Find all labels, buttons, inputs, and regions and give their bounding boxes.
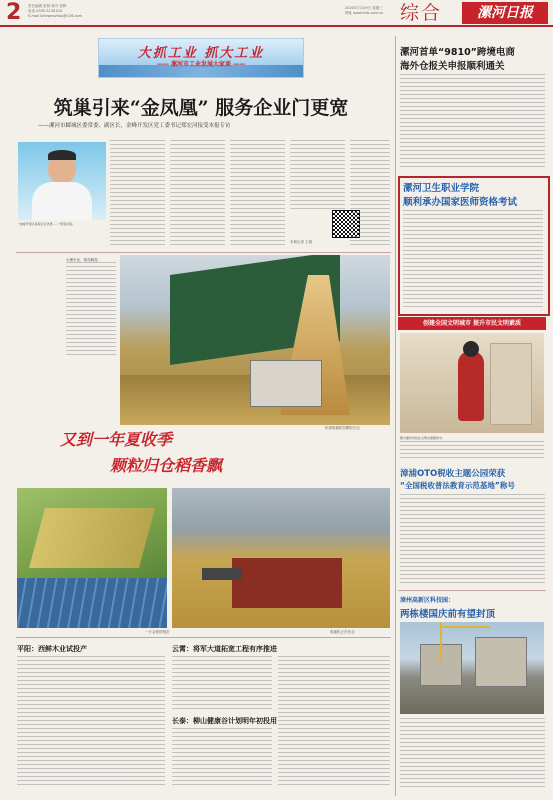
right-headline-4b: “全国税收普法教育示范基地”称号 [400,481,515,490]
bottom-body-4 [278,656,390,788]
bottom-headline-2: 云霄：将军大道拓宽工程有序推进 [172,645,277,653]
harvest-caption-right: 收割机正在作业 [330,630,355,634]
bottom-headline-3: 长泰：柳山健康谷计划明年初投用 [172,717,277,725]
right-headline-4a: 漳浦OTO税收主题公园荣获 [400,469,506,479]
harvest-right-photo [172,488,390,628]
issue-date: 2020年7月29日 星期三 网址 www.lhrb.com.cn [345,6,384,15]
banner-subtitle: —— 漯河市工业发展大家谈 —— [156,61,246,68]
harvest-side-text [66,262,116,357]
interview-photo [18,142,106,220]
lead-body-col5 [350,140,390,248]
harvest-caption-main: 机械收割稻谷颗粒归仓 [325,426,360,430]
civilization-caption-lines [400,441,544,461]
lead-body-col3 [230,140,285,248]
harvest-caption-left: 一片金黄的稻田 [145,630,170,634]
photo-caption: “金峰开发区具有区位优势……”郑宏河说。 [18,222,76,226]
masthead-rule [0,25,553,27]
right-headline-1a: 漯河首单“9810”跨境电商 [400,47,515,58]
bottom-body-1 [17,656,165,788]
civilization-caption: 图为漯河市民在文明志愿服务中。 [400,436,446,440]
right-body-2 [403,210,543,308]
bottom-body-2 [172,656,272,711]
banner-slogan: 大抓工业 抓大工业 [137,46,265,61]
civilization-banner [398,317,546,330]
right-body-1 [400,74,545,169]
lead-byline: 本报记者 王睿 [290,240,313,244]
lead-body-col4 [290,140,345,210]
lead-headline: 筑巢引来“金凤凰” 服务企业门更宽 [53,97,349,119]
industry-banner [98,38,304,78]
bottom-body-3 [172,728,272,788]
harvest-left-photo [17,488,167,628]
civilization-photo [400,333,544,433]
right-kicker-5: 漳州高新区科技园： [400,597,455,604]
right-body-5 [400,718,545,790]
harvest-main-photo [120,255,390,425]
construction-photo [400,622,544,714]
right-headline-2b: 顺利承办国家医师资格考试 [403,197,518,208]
bottom-headline-1: 平阳：西鲜木业试投产 [17,645,87,653]
right-body-4 [400,494,545,586]
right-headline-5: 两栋楼国庆前有望封顶 [400,609,496,620]
lead-body-col2 [170,140,225,248]
harvest-headline-1: 又到一年夏收季 [60,430,173,449]
masthead [0,0,553,26]
harvest-headline-2: 颗粒归仓稻香飘 [110,456,223,475]
lead-body-col1 [110,140,165,248]
section-name: 综合 [400,2,443,24]
editor-info: 责任编辑 张林 校对 张辉 电话 0395-3130104 E-mail luhewenzhou@126.com [28,4,83,18]
paper-name: 漯河日报 [477,5,533,21]
page-number: 2 [6,0,22,25]
paper-logo [462,2,548,24]
right-headline-2a: 漯河卫生职业学院 [403,183,480,194]
right-headline-1b: 海外仓报关申报顺利通关 [400,61,505,72]
civilization-banner-text: 创建全国文明城市 提升市民文明素质 [422,320,522,327]
lead-subhead: ——漯河市郾城区委常委、副区长，金峰开发区党工委书记郑宏河接受本报专访 [38,123,231,129]
harvest-lead-sentence: 大暑未至，稻谷飘香。 [66,258,101,262]
